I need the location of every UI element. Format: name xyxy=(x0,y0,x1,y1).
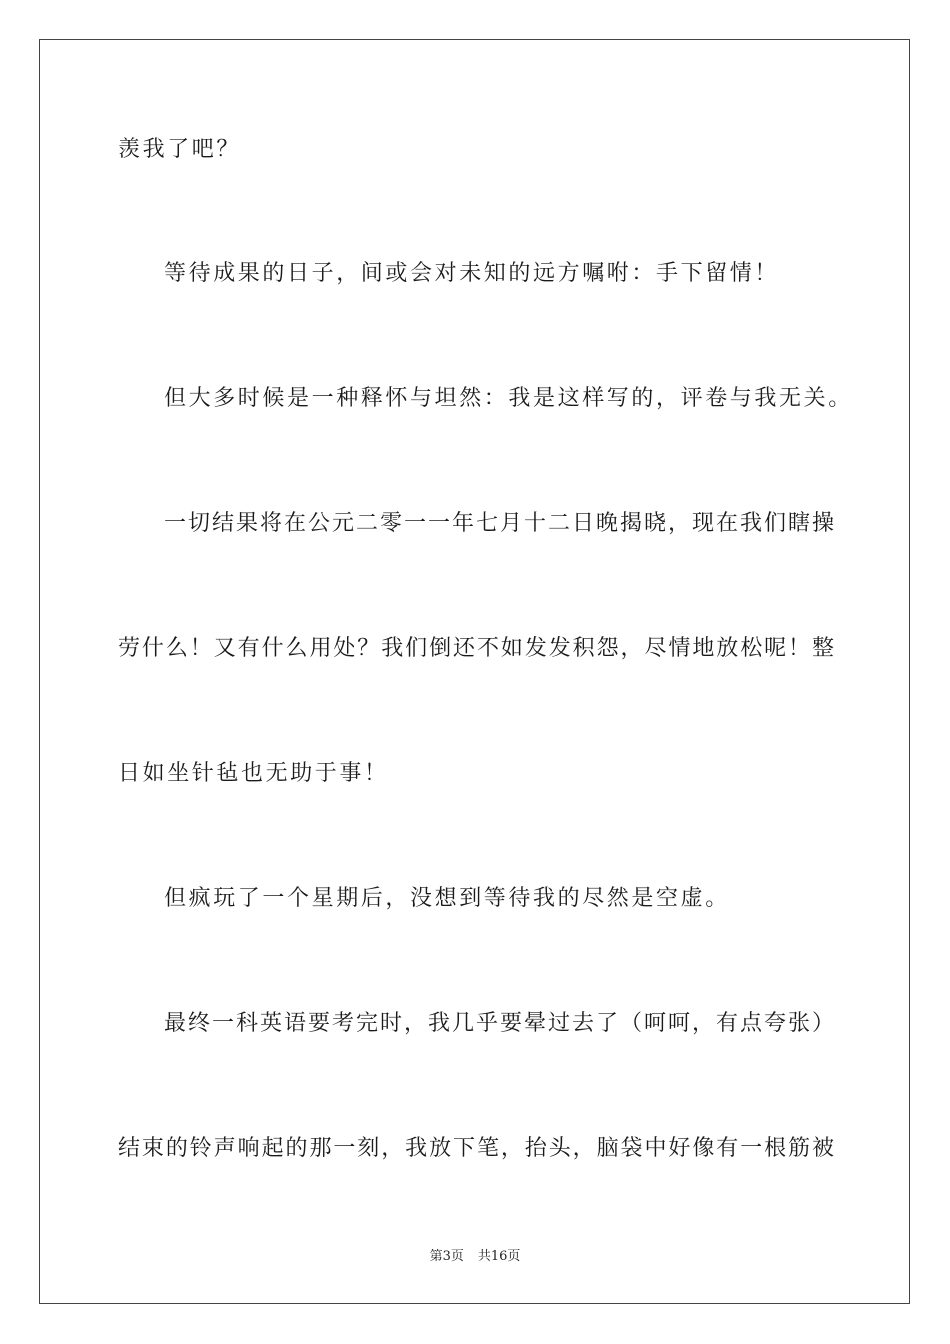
text-line-9: 结束的铃声响起的那一刻，我放下笔，抬头，脑袋中好像有一根筋被 xyxy=(118,1136,834,1161)
page-border xyxy=(39,39,910,1304)
text-line-4: 一切结果将在公元二零一一年七月十二日晚揭晓，现在我们瞎操 xyxy=(164,511,834,536)
text-line-7: 但疯玩了一个星期后，没想到等待我的尽然是空虚。 xyxy=(164,886,730,911)
page-number: 第3页 xyxy=(429,1249,464,1264)
text-line-8: 最终一科英语要考完时，我几乎要晕过去了（呵呵，有点夸张） xyxy=(164,1011,834,1036)
page-footer xyxy=(0,1248,950,1266)
text-line-1: 羡我了吧？ xyxy=(118,137,242,162)
page-total: 共16页 xyxy=(477,1249,521,1264)
text-line-3: 但大多时候是一种释怀与坦然：我是这样写的，评卷与我无关。 xyxy=(164,386,853,411)
text-line-5: 劳什么！又有什么用处？我们倒还不如发发积怨，尽情地放松呢！整 xyxy=(118,636,834,661)
text-line-2: 等待成果的日子，间或会对未知的远方嘱咐：手下留情！ xyxy=(164,261,780,286)
text-line-6: 日如坐针毡也无助于事！ xyxy=(118,761,389,786)
